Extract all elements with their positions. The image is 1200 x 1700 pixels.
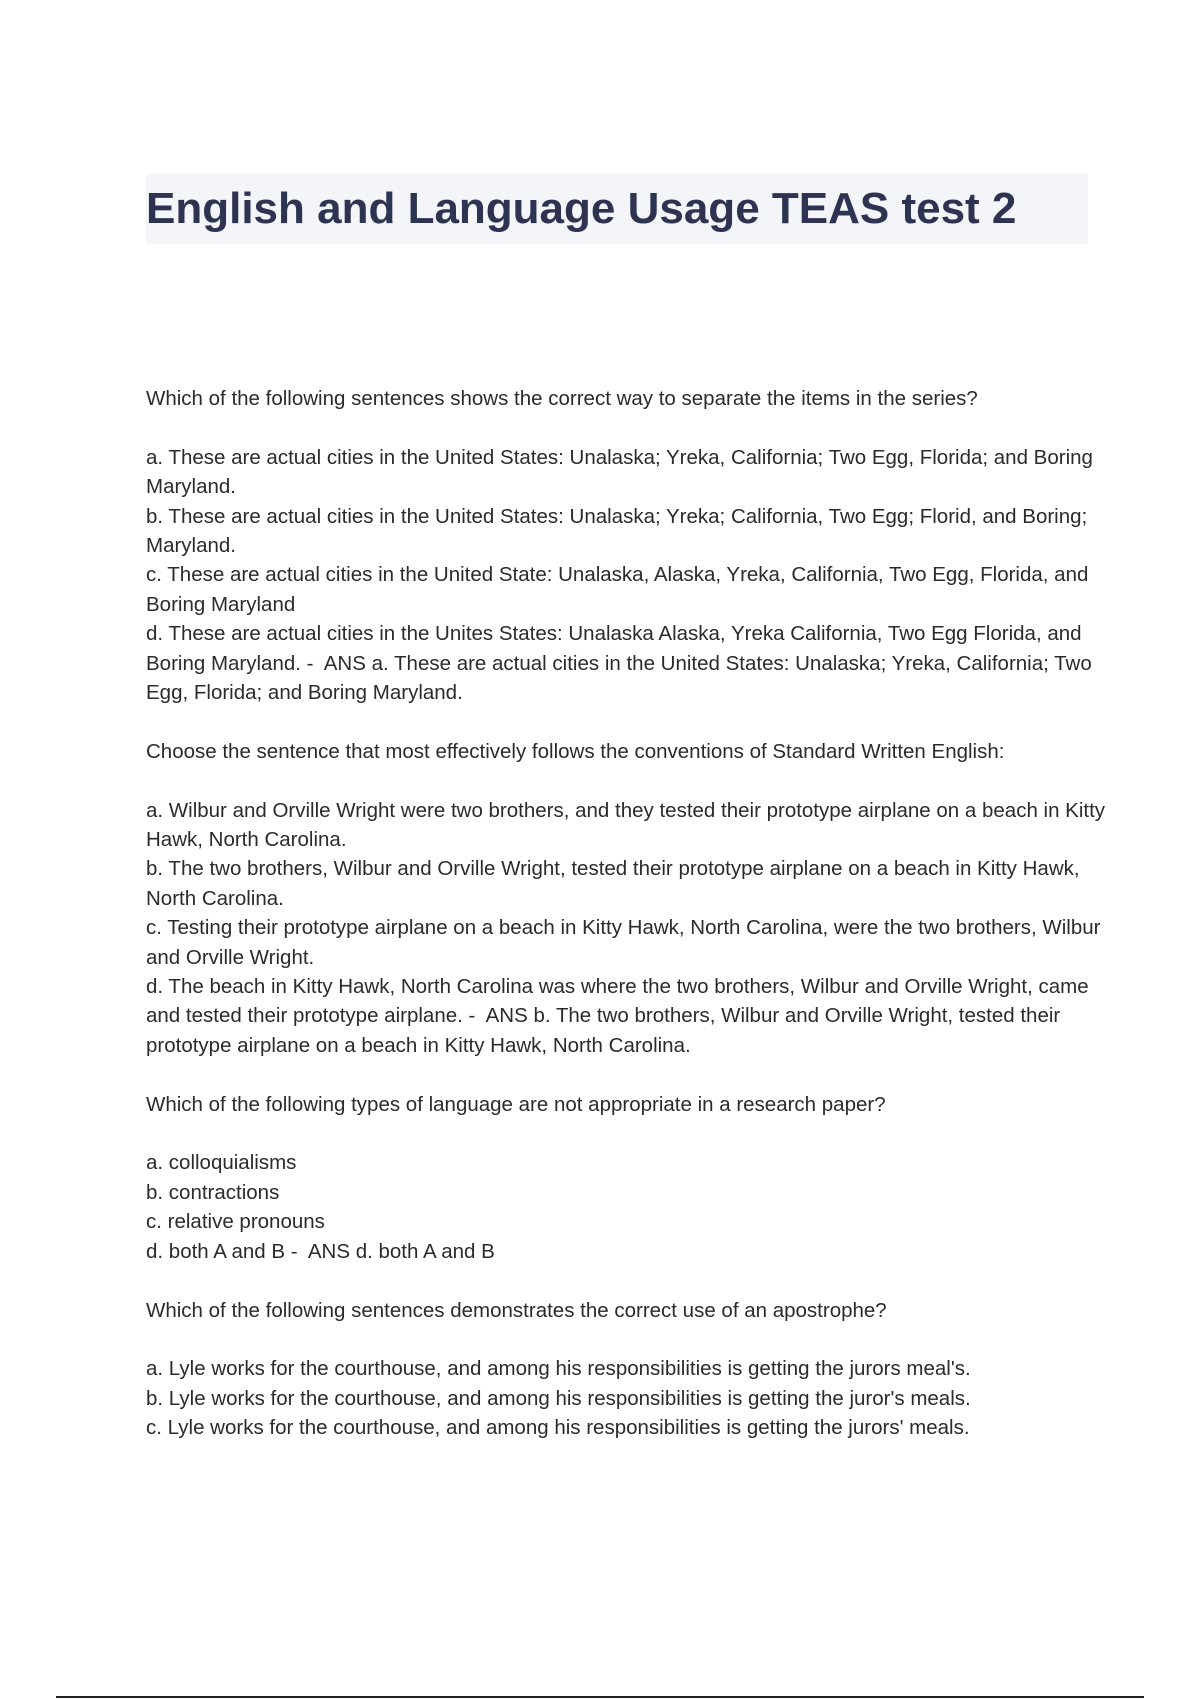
question-block: [146, 737, 1106, 1060]
option-text: d. both A and B: [146, 1239, 286, 1263]
answer-option-last: [146, 1237, 1106, 1266]
question-block: [146, 384, 1106, 707]
title-band: [146, 174, 1088, 244]
document-title: English and Language Usage TEAS test 2: [146, 184, 1017, 233]
answer-key: - ANS a. These are actual cities in the United States: Unalaska; Yreka, California; Two Egg, Florida; and Boring Maryland.: [146, 651, 1098, 705]
question-text: Which of the following sentences shows the correct way to separate the items in the series?: [146, 387, 978, 410]
answer-option: c. These are actual cities in the United State: Unalaska, Alaska, Yreka, California, Two Egg, Florida, and Boring Maryland: [146, 563, 1089, 616]
answer-option: b. The two brothers, Wilbur and Orville Wright, tested their prototype airplane on a beach in Kitty Hawk, North Carolina.: [146, 857, 1080, 910]
option-text: d. These are actual cities in the Unites States: Unalaska Alaska, Yreka California, Two Egg Florida, and Boring Maryland.: [146, 622, 1082, 675]
question-text: Which of the following types of language are not appropriate in a research paper?: [146, 1092, 886, 1116]
answer-option: c. Testing their prototype airplane on a beach in Kitty Hawk, North Carolina, were the two brothers, Wilbur and Orville Wright.: [146, 916, 1101, 969]
question-block: [146, 1090, 1106, 1266]
page-bottom-divider: [56, 1696, 1144, 1698]
option-text: d. The beach in Kitty Hawk, North Carolina was where the two brothers, Wilbur and Orville Wright, came and tested their prototype airplane.: [146, 975, 1089, 1028]
answer-option: a. colloquialisms: [146, 1151, 297, 1175]
question-text: Choose the sentence that most effectively follows the conventions of Standard Written English:: [146, 739, 1005, 763]
answer-option: b. contractions: [146, 1180, 280, 1204]
answer-option: c. relative pronouns: [146, 1210, 325, 1234]
answer-option: b. These are actual cities in the United States: Unalaska; Yreka; California, Two Egg; Florid, and Boring; Maryland.: [146, 504, 1088, 558]
question-list: [146, 384, 1106, 1472]
answer-option: b. Lyle works for the courthouse, and among his responsibilities is getting the juror's meals.: [146, 1386, 971, 1410]
answer-option: c. Lyle works for the courthouse, and among his responsibilities is getting the jurors' meals.: [146, 1416, 970, 1440]
question-text: Which of the following sentences demonstrates the correct use of an apostrophe?: [146, 1298, 887, 1322]
answer-option-last: [146, 972, 1106, 1060]
answer-option: a. These are actual cities in the United States: Unalaska; Yreka, California; Two Egg, Florida; and Boring Maryland.: [146, 445, 1093, 499]
answer-option: a. Lyle works for the courthouse, and among his responsibilities is getting the jurors meal's.: [146, 1357, 971, 1381]
answer-option: a. Wilbur and Orville Wright were two brothers, and they tested their prototype airplane on a beach in Kitty Hawk, North Carolina.: [146, 798, 1106, 852]
question-block: [146, 1296, 1106, 1443]
answer-key: - ANS d. both A and B: [285, 1239, 495, 1263]
answer-option-last: [146, 619, 1106, 707]
answer-key: - ANS b. The two brothers, Wilbur and Orville Wright, tested their prototype airplane on a beach in Kitty Hawk, North Carolina.: [146, 1004, 1066, 1057]
